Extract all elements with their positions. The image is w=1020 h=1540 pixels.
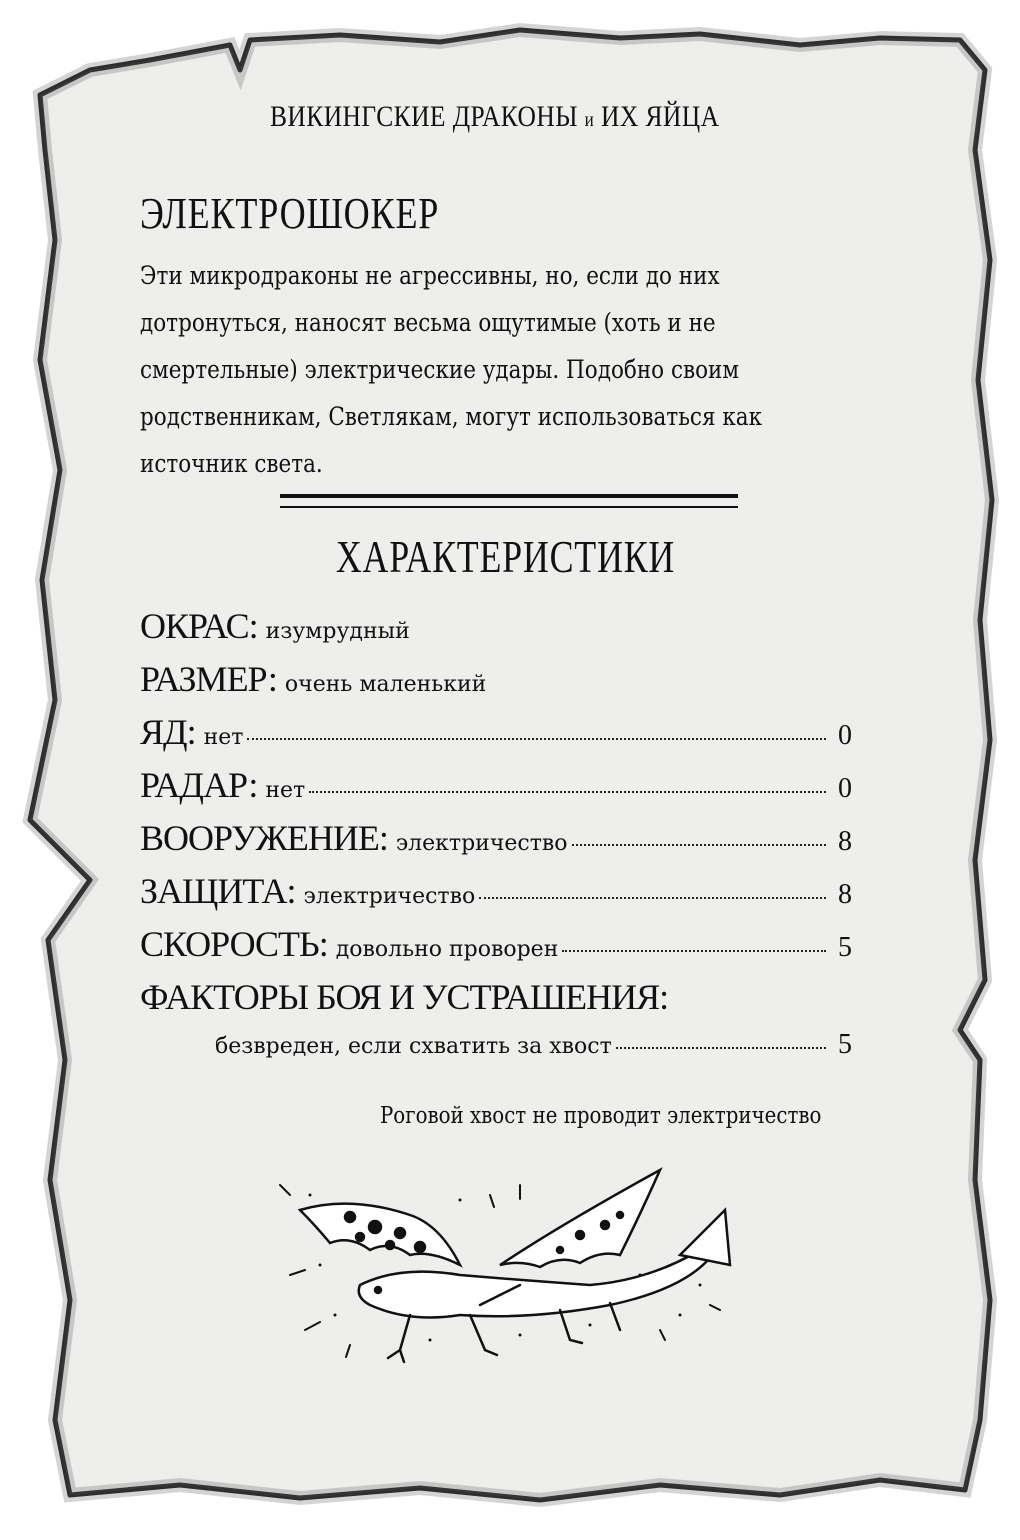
stat-value: изумрудный [265, 619, 410, 644]
header-conj: и [584, 109, 595, 131]
stat-row [140, 711, 852, 764]
dragon-description: Эти микродраконы не агрессивны, но, если до них дотронуться, наносят весьма ощутимые (хоть и не смертельные) электрические удары. Подобно своим родственникам, Светлякам, могут использоваться как источник света. [140, 261, 763, 478]
dot-leader [479, 897, 826, 899]
stat-label: ЗАЩИТА: [140, 871, 296, 911]
stat-value: довольно проворен [335, 937, 559, 962]
stat-label: РАДАР: [140, 765, 258, 805]
stat-row [140, 923, 852, 976]
stat-row [140, 658, 852, 711]
stat-score: 8 [838, 826, 852, 857]
header-text: ВИКИНГСКИЕ ДРАКОНЫ [270, 100, 578, 133]
stat-label: СКОРОСТЬ: [140, 924, 328, 964]
dot-leader [572, 844, 826, 846]
divider-thin [280, 506, 738, 508]
dot-leader [616, 1047, 826, 1049]
stat-score: 0 [838, 720, 852, 751]
dot-leader [309, 791, 826, 793]
stat-row [140, 870, 852, 923]
stat-label: ФАКТОРЫ БОЯ И УСТРАШЕНИЯ: [140, 977, 669, 1017]
stats-list [140, 605, 852, 1082]
stat-value: безвреден, если схватить за хвост [215, 1034, 612, 1059]
stat-value: очень маленький [284, 672, 487, 697]
stat-value: нет [265, 778, 306, 803]
stat-score: 8 [838, 879, 852, 910]
stat-label: ОКРАС: [140, 606, 258, 646]
stat-row [140, 817, 852, 870]
footnote: Роговой хвост не проводит электричество [380, 1103, 822, 1129]
stat-row [140, 605, 852, 658]
header-text-2: ИХ ЯЙЦА [600, 100, 720, 133]
dragon-title: ЭЛЕКТРОШОКЕР [140, 189, 440, 238]
stat-row [140, 976, 852, 1029]
dot-leader [562, 950, 826, 952]
stat-value: электричество [303, 884, 476, 909]
stat-label: ЯД: [140, 712, 196, 752]
running-header [270, 100, 719, 134]
stat-score: 0 [838, 773, 852, 804]
stat-label: ВООРУЖЕНИЕ: [140, 818, 388, 858]
stat-row [140, 764, 852, 817]
stat-value: нет [203, 725, 244, 750]
divider-thick [280, 494, 738, 498]
stat-row [140, 1029, 852, 1082]
dot-leader [247, 738, 826, 740]
stat-score: 5 [838, 932, 852, 963]
section-heading [0, 530, 1010, 583]
dragon-illustration [260, 1155, 740, 1375]
stat-score: 5 [838, 1029, 852, 1060]
stat-label: РАЗМЕР: [140, 659, 277, 699]
section-heading-text: ХАРАКТЕРИСТИКИ [335, 531, 675, 582]
stat-value: электричество [395, 831, 568, 856]
